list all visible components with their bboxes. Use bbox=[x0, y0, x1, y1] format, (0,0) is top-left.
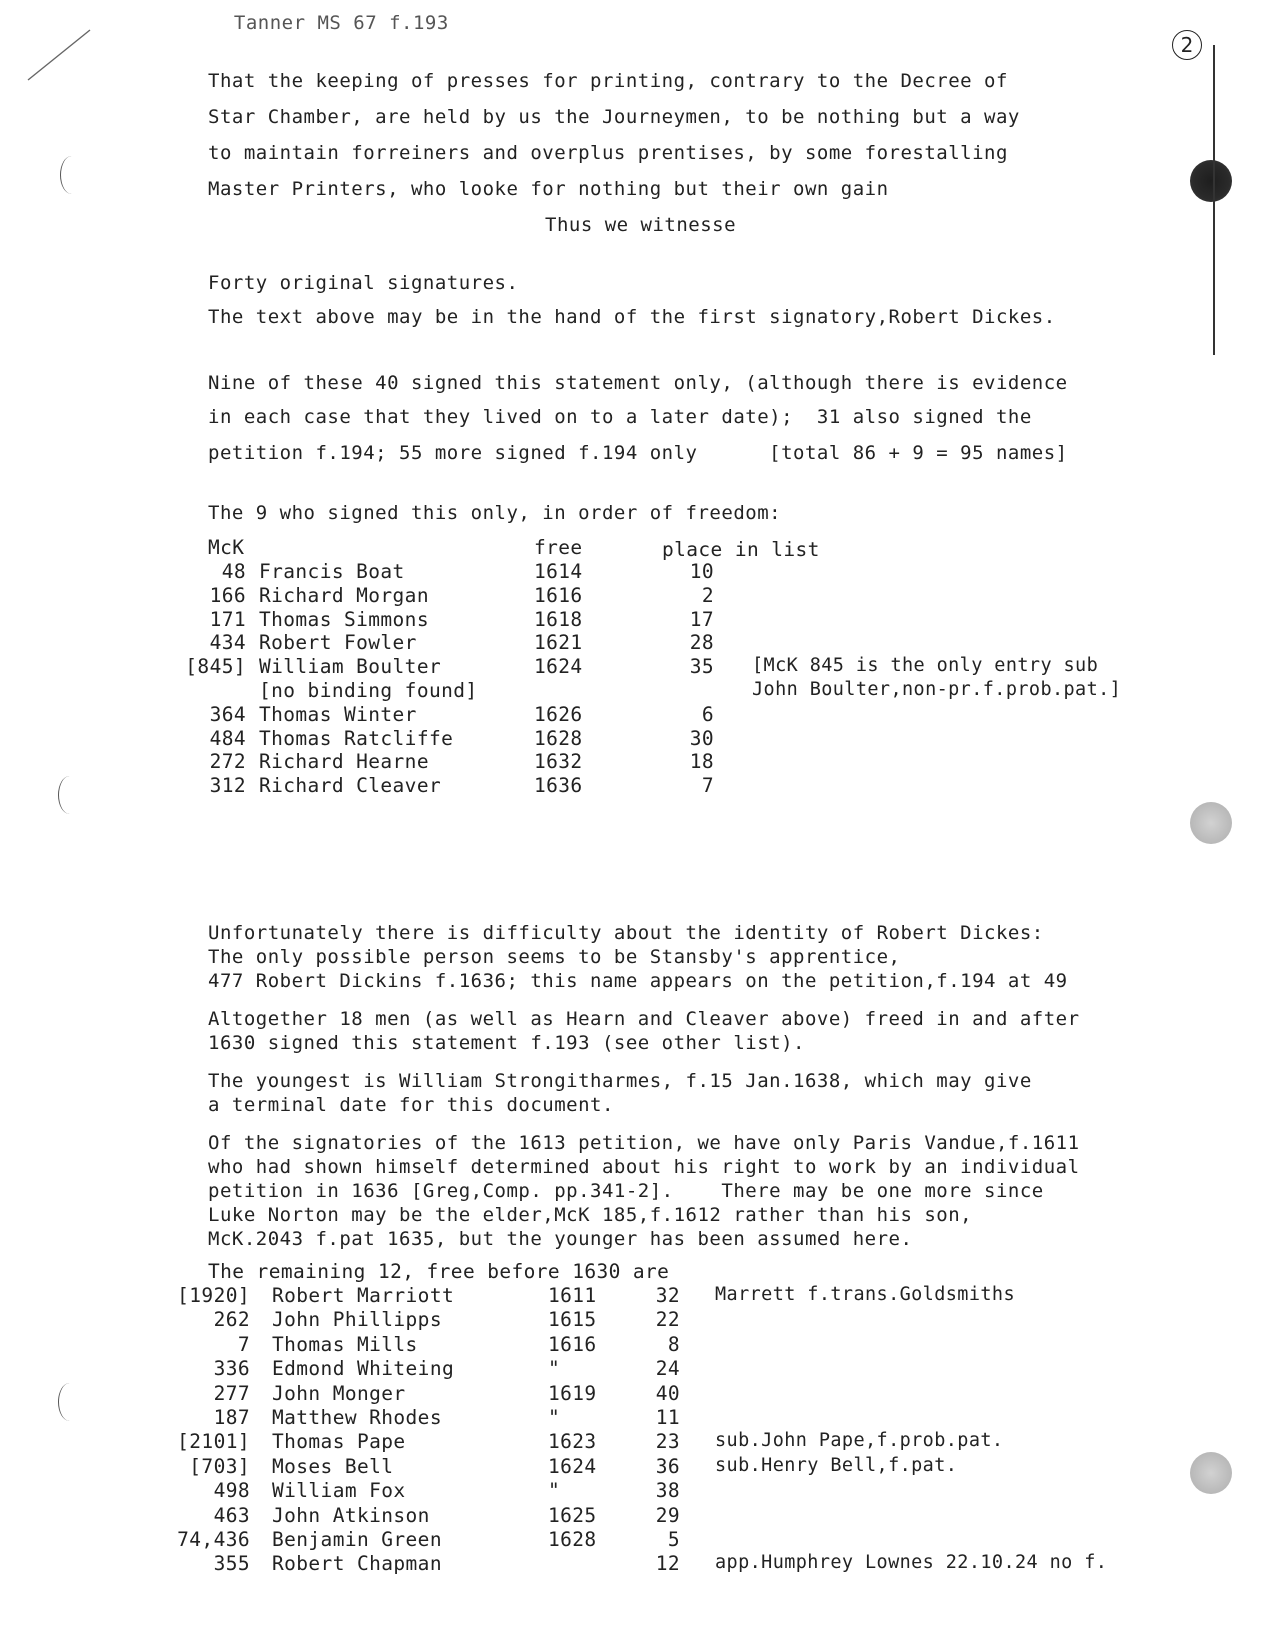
note-line: The youngest is William Strongitharmes, f.15 Jan.1638, which may give bbox=[208, 1070, 1032, 1092]
row-name: Thomas Ratcliffe bbox=[259, 726, 454, 750]
row-mck: 48 bbox=[221, 560, 246, 583]
row-mck: 364 bbox=[209, 702, 246, 726]
row-place: 23 bbox=[655, 1430, 680, 1454]
row-name: William Boulter bbox=[259, 655, 442, 679]
note-line: in each case that they lived on to a later date); 31 also signed the bbox=[208, 406, 1032, 428]
row-mck: [703] bbox=[189, 1454, 250, 1478]
row-free: 1611 bbox=[548, 1284, 597, 1307]
row-name: Francis Boat bbox=[259, 560, 405, 583]
row-name: Edmond Whiteing bbox=[272, 1357, 455, 1381]
row-place: 10 bbox=[689, 560, 714, 583]
note-line: who had shown himself determined about his right to work by an individual bbox=[208, 1156, 1080, 1178]
note-line: Unfortunately there is difficulty about the identity of Robert Dickes: bbox=[208, 922, 1044, 944]
note-line: petition f.194; 55 more signed f.194 only [total 86 + 9 = 95 names] bbox=[208, 442, 1068, 464]
row-note: app.Humphrey Lownes 22.10.24 no f. bbox=[715, 1552, 1108, 1574]
row-free: 1614 bbox=[534, 560, 583, 583]
row-name: Thomas Mills bbox=[272, 1332, 418, 1356]
row-free: 1616 bbox=[548, 1332, 597, 1356]
note-line: The text above may be in the hand of the first signatory,Robert Dickes. bbox=[208, 306, 1056, 328]
row-note: Marrett f.trans.Goldsmiths bbox=[715, 1284, 1015, 1305]
row-mck: 74,436 bbox=[177, 1528, 250, 1551]
petition-line: That the keeping of presses for printing, contrary to the Decree of bbox=[208, 70, 1008, 92]
row-free: 1624 bbox=[548, 1454, 597, 1478]
row-mck: [1920] bbox=[177, 1284, 250, 1307]
row-free: 1625 bbox=[548, 1503, 597, 1527]
row-free: 1616 bbox=[534, 583, 583, 607]
note-line: Luke Norton may be the elder,McK 185,f.1612 rather than his son, bbox=[208, 1204, 973, 1226]
row-name: [no binding found] bbox=[259, 679, 478, 702]
row-note: sub.John Pape,f.prob.pat. bbox=[715, 1430, 1004, 1452]
row-free: " bbox=[548, 1357, 561, 1381]
row-mck: 498 bbox=[213, 1479, 250, 1503]
row-name: Thomas Winter bbox=[259, 702, 417, 726]
witness-line: Thus we witnesse bbox=[545, 214, 737, 236]
row-name: Richard Cleaver bbox=[259, 774, 442, 798]
row-name: Richard Hearne bbox=[259, 750, 429, 774]
row-free: 1626 bbox=[534, 702, 583, 726]
row-free: 1624 bbox=[534, 655, 583, 679]
row-mck: 187 bbox=[213, 1406, 250, 1429]
table1-header-mck: McK bbox=[208, 536, 245, 559]
row-place: 8 bbox=[667, 1332, 680, 1356]
note-line: Forty original signatures. bbox=[208, 272, 519, 294]
row-place: 5 bbox=[667, 1528, 680, 1551]
row-place: 22 bbox=[655, 1308, 680, 1332]
row-name: John Phillipps bbox=[272, 1308, 442, 1332]
row-name: Robert Chapman bbox=[272, 1552, 442, 1576]
note-line: petition in 1636 [Greg,Comp. pp.341-2]. There may be one more since bbox=[208, 1180, 1044, 1202]
margin-arc-mark bbox=[58, 776, 81, 814]
right-edge-rule bbox=[1213, 45, 1215, 355]
margin-arc-mark bbox=[60, 156, 83, 194]
row-free: 1623 bbox=[548, 1430, 597, 1454]
row-name: Matthew Rhodes bbox=[272, 1406, 442, 1429]
row-mck: 484 bbox=[209, 726, 246, 750]
row-free: 1636 bbox=[534, 774, 583, 798]
row-place: 24 bbox=[655, 1357, 680, 1381]
row-mck: 166 bbox=[209, 583, 246, 607]
row-place: 36 bbox=[655, 1454, 680, 1478]
row-name: Thomas Simmons bbox=[259, 607, 429, 631]
row-note: John Boulter,non-pr.f.prob.pat.] bbox=[752, 679, 1122, 700]
row-free: 1615 bbox=[548, 1308, 597, 1332]
row-free: 1632 bbox=[534, 750, 583, 774]
note-line: 1630 signed this statement f.193 (see other list). bbox=[208, 1032, 805, 1054]
punch-hole-bottom bbox=[1190, 1452, 1232, 1494]
row-mck: [845] bbox=[185, 655, 246, 679]
petition-line: Star Chamber, are held by us the Journeymen, to be nothing but a way bbox=[208, 106, 1020, 128]
note-line: The only possible person seems to be Stansby's apprentice, bbox=[208, 946, 901, 968]
note-line: Altogether 18 men (as well as Hearn and Cleaver above) freed in and after bbox=[208, 1008, 1080, 1030]
row-free: " bbox=[548, 1406, 561, 1429]
note-line: Nine of these 40 signed this statement only, (although there is evidence bbox=[208, 372, 1068, 394]
row-mck: 272 bbox=[209, 750, 246, 774]
row-place: 2 bbox=[701, 583, 714, 607]
row-place: 35 bbox=[689, 655, 714, 679]
table2-heading: The remaining 12, free before 1630 are bbox=[208, 1260, 670, 1283]
row-mck: 434 bbox=[209, 631, 246, 655]
row-mck: 262 bbox=[213, 1308, 250, 1332]
row-mck: 7 bbox=[237, 1332, 250, 1356]
margin-arc-mark bbox=[58, 1383, 81, 1421]
page-number: 2 bbox=[1172, 30, 1202, 60]
row-mck: [2101] bbox=[177, 1430, 250, 1454]
row-place: 30 bbox=[689, 726, 714, 750]
row-free: 1618 bbox=[534, 607, 583, 631]
pen-stroke-mark bbox=[25, 25, 95, 85]
row-name: Richard Morgan bbox=[259, 583, 429, 607]
row-place: 32 bbox=[655, 1284, 680, 1307]
row-place: 7 bbox=[701, 774, 714, 798]
row-mck: 355 bbox=[213, 1552, 250, 1576]
note-line: Of the signatories of the 1613 petition, we have only Paris Vandue,f.1611 bbox=[208, 1132, 1080, 1154]
note-line: McK.2043 f.pat 1635, but the younger has been assumed here. bbox=[208, 1228, 913, 1250]
note-line: 477 Robert Dickins f.1636; this name appears on the petition,f.194 at 49 bbox=[208, 970, 1068, 992]
row-name: John Atkinson bbox=[272, 1503, 430, 1527]
punch-hole-top bbox=[1190, 160, 1232, 202]
row-name: Robert Fowler bbox=[259, 631, 417, 655]
row-free: " bbox=[548, 1479, 561, 1503]
row-mck: 336 bbox=[213, 1357, 250, 1381]
row-name: Robert Marriott bbox=[272, 1284, 455, 1307]
row-name: Moses Bell bbox=[272, 1454, 394, 1478]
row-free: 1628 bbox=[534, 726, 583, 750]
punch-hole-middle bbox=[1190, 802, 1232, 844]
row-name: Thomas Pape bbox=[272, 1430, 406, 1454]
row-note: sub.Henry Bell,f.pat. bbox=[715, 1454, 958, 1476]
row-name: Benjamin Green bbox=[272, 1528, 442, 1551]
row-free: 1628 bbox=[548, 1528, 597, 1551]
row-place: 17 bbox=[689, 607, 714, 631]
row-place: 11 bbox=[655, 1406, 680, 1429]
row-free: 1619 bbox=[548, 1381, 597, 1405]
row-name: John Monger bbox=[272, 1381, 406, 1405]
row-place: 29 bbox=[655, 1503, 680, 1527]
row-place: 6 bbox=[701, 702, 714, 726]
petition-line: Master Printers, who looke for nothing but their own gain bbox=[208, 178, 889, 200]
table1-header-place: place in list bbox=[662, 538, 820, 561]
row-mck: 277 bbox=[213, 1381, 250, 1405]
row-place: 12 bbox=[655, 1552, 680, 1576]
row-name: William Fox bbox=[272, 1479, 406, 1503]
table1-header-free: free bbox=[534, 536, 583, 559]
note-line: a terminal date for this document. bbox=[208, 1094, 614, 1116]
row-mck: 463 bbox=[213, 1503, 250, 1527]
row-place: 28 bbox=[689, 631, 714, 655]
table1-heading: The 9 who signed this only, in order of freedom: bbox=[208, 502, 782, 524]
row-place: 18 bbox=[689, 750, 714, 774]
petition-line: to maintain forreiners and overplus prentises, by some forestalling bbox=[208, 142, 1008, 164]
row-place: 40 bbox=[655, 1381, 680, 1405]
row-mck: 312 bbox=[209, 774, 246, 798]
header-cut-off: Tanner MS 67 f.193 bbox=[233, 12, 449, 34]
row-place: 38 bbox=[655, 1479, 680, 1503]
row-free: 1621 bbox=[534, 631, 583, 655]
row-note: [McK 845 is the only entry sub bbox=[752, 655, 1099, 677]
row-mck: 171 bbox=[209, 607, 246, 631]
